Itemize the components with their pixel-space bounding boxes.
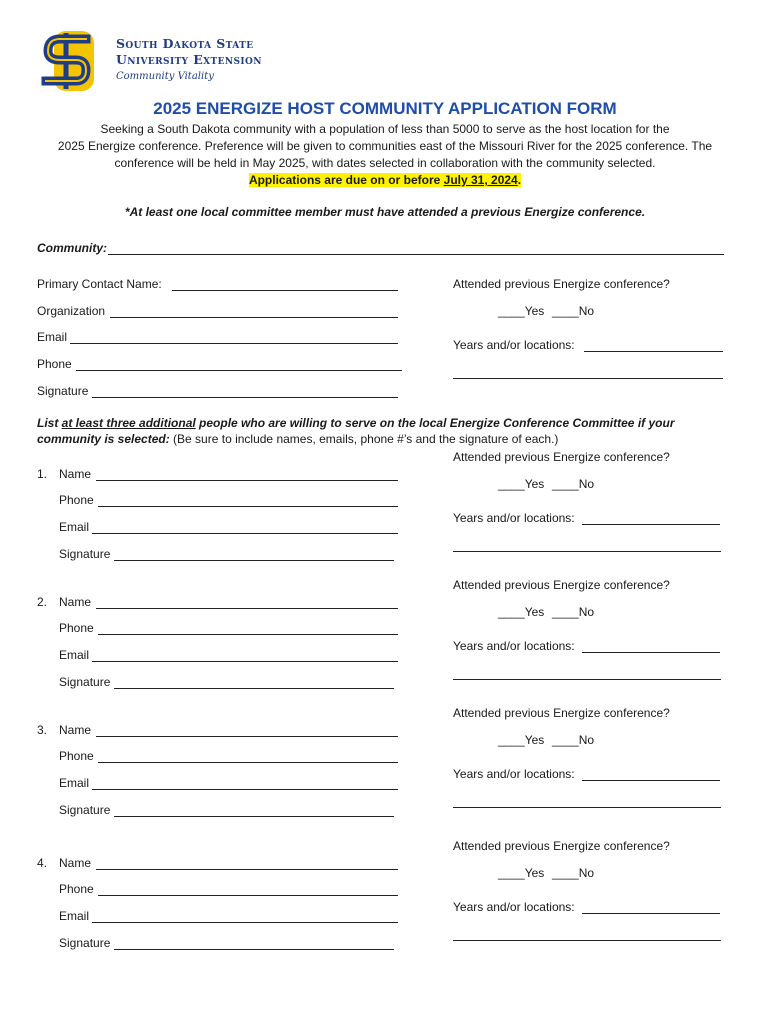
member-years-label: Years and/or locations: [453,900,575,914]
member-name-label: Name [59,856,92,870]
primary-contact-field[interactable] [172,290,398,291]
member-years-field-2[interactable] [453,807,721,808]
list-intro-text: people who are willing to serve on the local Energize Conference Committee if your [195,416,675,430]
member-email-field[interactable] [92,922,398,923]
member-yes-option[interactable]: ____Yes [498,733,545,747]
member-years-label: Years and/or locations: [453,511,575,525]
member-years-field-2[interactable] [453,679,721,680]
form-title: 2025 ENERGIZE HOST COMMUNITY APPLICATION FORM [153,99,617,118]
member-email-label: Email [59,648,90,662]
primary-years-field[interactable] [584,351,723,352]
member-name-field[interactable] [96,869,398,870]
member-email-label: Email [59,520,90,534]
member-phone-label: Phone [59,749,94,763]
member-years-field-2[interactable] [453,940,721,941]
member-phone-label: Phone [59,882,94,896]
intro-line: conference will be held in May 2025, with dates selected in collaboration with the community selected. [114,156,656,170]
primary-signature-field[interactable] [92,397,398,398]
member-no-option[interactable]: ____No [552,733,595,747]
due-suffix: . [517,173,522,187]
member-signature-label: Signature [59,547,111,561]
primary-yes-option[interactable]: ____Yes [498,304,545,318]
member-phone-field[interactable] [98,634,398,635]
member-years-label: Years and/or locations: [453,767,575,781]
member-name-label: Name [59,723,92,737]
member-signature-field[interactable] [114,688,394,689]
intro-line: Seeking a South Dakota community with a population of less than 5000 to serve as the host location for the [100,122,670,136]
organization-field[interactable] [110,317,398,318]
member-signature-field[interactable] [114,560,394,561]
member-years-field[interactable] [582,780,720,781]
due-date: July 31, 2024 [443,173,518,187]
member-attended-question: Attended previous Energize conference? [453,706,670,720]
member-email-field[interactable] [92,533,398,534]
sdsu-logo [38,29,98,93]
primary-contact-label: Primary Contact Name: [37,277,162,291]
primary-no-option[interactable]: ____No [552,304,595,318]
due-date-line [32,172,738,189]
org-tagline: Community Vitality [116,71,214,82]
member-signature-field[interactable] [114,816,394,817]
member-email-field[interactable] [92,661,398,662]
member-years-field[interactable] [582,524,720,525]
member-years-field-2[interactable] [453,551,721,552]
member-attended-question: Attended previous Energize conference? [453,578,670,592]
member-phone-field[interactable] [98,762,398,763]
list-intro-instructions: (Be sure to include names, emails, phone #’s and the signature of each.) [169,432,559,446]
member-attended-question: Attended previous Energize conference? [453,839,670,853]
primary-years-field-2[interactable] [453,378,723,379]
member-attended-question: Attended previous Energize conference? [453,450,670,464]
member-phone-field[interactable] [98,506,398,507]
member-phone-label: Phone [59,621,94,635]
member-years-field[interactable] [582,652,720,653]
due-prefix: Applications are due on or before [248,173,441,187]
primary-email-label: Email [37,330,68,344]
primary-signature-label: Signature [37,384,89,398]
list-intro-text: community is selected: [37,432,170,446]
committee-note: *At least one local committee member must have attended a previous Energize conference. [124,205,646,219]
committee-list-intro [37,415,737,447]
member-phone-label: Phone [59,493,94,507]
member-name-field[interactable] [96,736,398,737]
member-name-field[interactable] [96,480,398,481]
member-phone-field[interactable] [98,895,398,896]
list-intro-text: List [37,416,62,430]
member-number: 2. [37,595,48,609]
member-number: 4. [37,856,48,870]
member-no-option[interactable]: ____No [552,477,595,491]
member-signature-field[interactable] [114,949,394,950]
member-yes-option[interactable]: ____Yes [498,866,545,880]
member-number: 1. [37,467,48,481]
member-name-field[interactable] [96,608,398,609]
member-name-label: Name [59,467,92,481]
member-name-label: Name [59,595,92,609]
org-name-line1: South Dakota State [116,36,254,51]
primary-attended-question: Attended previous Energize conference? [453,277,670,291]
member-no-option[interactable]: ____No [552,605,595,619]
community-field[interactable] [108,254,724,255]
member-no-option[interactable]: ____No [552,866,595,880]
member-signature-label: Signature [59,936,111,950]
member-email-label: Email [59,776,90,790]
primary-email-field[interactable] [70,343,398,344]
member-yes-option[interactable]: ____Yes [498,477,545,491]
primary-years-label: Years and/or locations: [453,338,575,352]
list-intro-emphasis: at least three additional [61,416,196,430]
organization-label: Organization [37,304,106,318]
primary-phone-label: Phone [37,357,72,371]
member-signature-label: Signature [59,803,111,817]
member-signature-label: Signature [59,675,111,689]
member-number: 3. [37,723,48,737]
member-email-field[interactable] [92,789,398,790]
primary-phone-field[interactable] [76,370,402,371]
intro-paragraph [32,121,738,189]
member-yes-option[interactable]: ____Yes [498,605,545,619]
org-name-line2: University Extension [116,52,262,67]
intro-line: 2025 Energize conference. Preference will be given to communities east of the Missouri River for the 2025 conference. The [57,139,713,153]
community-label: Community: [37,241,107,255]
member-years-label: Years and/or locations: [453,639,575,653]
member-years-field[interactable] [582,913,720,914]
member-email-label: Email [59,909,90,923]
